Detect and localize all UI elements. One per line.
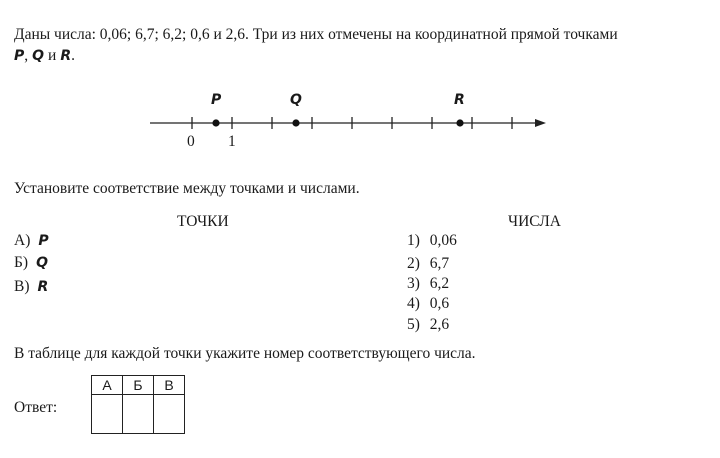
answer-input-row <box>92 395 185 434</box>
number-item-5 <box>407 316 449 334</box>
problem-intro: Даны числа: 0,06; 6,7; 6,2; 0,6 и 2,6. Три из них отмечены на координатной прямой точками <box>14 26 618 43</box>
point-r-dot <box>456 119 463 126</box>
answer-header-c: В <box>154 376 185 395</box>
number-item-key: 5) <box>407 316 420 333</box>
number-item-key: 3) <box>407 275 420 292</box>
number-item-key: 1) <box>407 232 420 249</box>
and-word: и <box>48 47 57 64</box>
numbers-header: ЧИСЛА <box>508 213 561 230</box>
instruction: Установите соответствие между точками и числами. <box>14 180 360 197</box>
point-item-key: В) <box>14 278 30 295</box>
number-item-value: 6,7 <box>429 255 450 272</box>
answer-cell-a[interactable] <box>92 395 123 434</box>
point-q-label: Q <box>32 48 45 64</box>
number-item-value: 6,2 <box>429 275 450 292</box>
number-line-r: R <box>454 92 465 108</box>
number-line-p: P <box>211 92 222 108</box>
answer-header-row <box>92 376 185 395</box>
answer-label: Ответ: <box>14 399 58 416</box>
point-r-label: R <box>60 48 72 64</box>
answer-cell-b[interactable] <box>123 395 154 434</box>
point-item-a <box>14 232 49 250</box>
points-header: ТОЧКИ <box>177 213 229 230</box>
point-item-key: Б) <box>14 254 29 271</box>
point-item-key: А) <box>14 232 31 249</box>
point-item-label: R <box>37 279 49 295</box>
point-p-label: P <box>14 48 25 64</box>
point-item-label: P <box>38 233 49 249</box>
tick-label-one: 1 <box>228 133 236 150</box>
number-item-value: 0,6 <box>429 295 450 312</box>
number-line-q: Q <box>290 92 302 108</box>
number-item-4 <box>407 295 449 313</box>
comma: , <box>24 47 29 64</box>
number-item-1 <box>407 232 457 250</box>
point-q-dot <box>292 119 299 126</box>
point-item-label: Q <box>36 255 48 271</box>
number-line-arrow <box>535 119 546 127</box>
answer-cell-c[interactable] <box>154 395 185 434</box>
number-item-3 <box>407 275 449 293</box>
number-item-key: 4) <box>407 295 420 312</box>
point-item-b <box>14 254 48 272</box>
answer-header-b: Б <box>123 376 154 395</box>
tick-label-zero: 0 <box>187 133 195 150</box>
number-item-value: 0,06 <box>429 232 457 249</box>
number-item-2 <box>407 255 449 273</box>
number-item-key: 2) <box>407 255 420 272</box>
point-p-dot <box>212 119 219 126</box>
answer-table <box>91 375 185 434</box>
point-item-c <box>14 278 48 296</box>
period: . <box>71 47 75 64</box>
number-item-value: 2,6 <box>429 316 450 333</box>
answer-header-a: А <box>92 376 123 395</box>
table-instruction: В таблице для каждой точки укажите номер соответствующего числа. <box>14 345 476 362</box>
